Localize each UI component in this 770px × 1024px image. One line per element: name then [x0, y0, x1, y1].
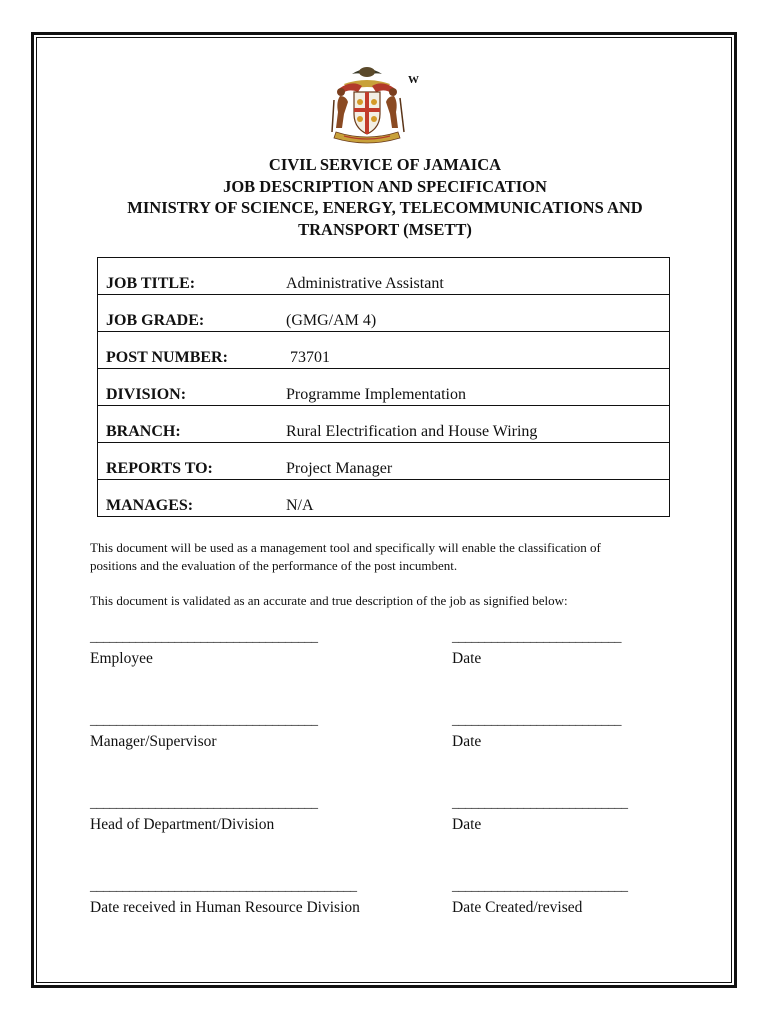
intro-paragraph	[90, 539, 690, 575]
header-line-3: MINISTRY OF SCIENCE, ENERGY, TELECOMMUNICATIONS AND	[127, 198, 643, 217]
job-info-row	[98, 258, 669, 295]
manager-signature-line[interactable]: ___________________________________	[90, 713, 318, 728]
manager-label: Manager/Supervisor	[90, 733, 217, 750]
date-created-line[interactable]: ___________________________	[452, 879, 628, 894]
hr-received-label: Date received in Human Resource Division	[90, 899, 360, 916]
hr-received-date-line[interactable]: _________________________________________	[90, 879, 357, 894]
jamaica-coat-of-arms-icon	[322, 62, 412, 148]
manages-label: MANAGES:	[106, 497, 194, 514]
job-info-row	[98, 443, 669, 480]
validation-statement: This document is validated as an accurate and true description of the job as signified below:	[90, 593, 568, 608]
job-grade-value: (GMG/AM 4)	[286, 312, 377, 329]
job-title-label: JOB TITLE:	[106, 275, 196, 292]
header-line-2: JOB DESCRIPTION AND SPECIFICATION	[223, 176, 547, 196]
job-info-row	[98, 369, 669, 406]
branch-value: Rural Electrification and House Wiring	[286, 423, 538, 440]
head-of-department-date-line[interactable]: ___________________________	[452, 796, 628, 811]
header-line-4: TRANSPORT (MSETT)	[298, 219, 472, 239]
job-info-row	[98, 295, 669, 332]
document-header	[60, 154, 710, 240]
job-title-value: Administrative Assistant	[286, 275, 444, 292]
intro-line-1: This document will be used as a management tool and specifically will enable the classification of	[90, 540, 601, 555]
reports-to-label: REPORTS TO:	[106, 460, 213, 477]
branch-label: BRANCH:	[106, 423, 181, 440]
reports-to-value: Project Manager	[286, 460, 393, 477]
intro-line-2: positions and the evaluation of the performance of the post incumbent.	[90, 558, 458, 573]
head-of-department-label: Head of Department/Division	[90, 816, 275, 833]
post-number-label: POST NUMBER:	[106, 349, 228, 366]
job-grade-label: JOB GRADE:	[106, 312, 205, 329]
job-info-row	[98, 480, 669, 517]
date-created-label: Date Created/revised	[452, 899, 583, 916]
division-value: Programme Implementation	[286, 386, 466, 403]
employee-date-line[interactable]: __________________________	[452, 630, 621, 645]
post-number-value: 73701	[286, 349, 330, 366]
manager-date-line[interactable]: __________________________	[452, 713, 621, 728]
employee-date-label: Date	[452, 650, 482, 667]
job-info-row	[98, 406, 669, 443]
manages-value: N/A	[286, 497, 314, 514]
job-info-table	[97, 257, 670, 517]
employee-signature-line[interactable]: ___________________________________	[90, 630, 318, 645]
head-of-department-date-label: Date	[452, 816, 482, 833]
header-line-1: CIVIL SERVICE OF JAMAICA	[268, 155, 502, 174]
manager-date-label: Date	[452, 733, 482, 750]
crest-mark-text: W	[408, 74, 419, 86]
employee-label: Employee	[90, 650, 153, 667]
head-of-department-signature-line[interactable]: ___________________________________	[90, 796, 318, 811]
division-label: DIVISION:	[106, 386, 187, 403]
job-info-row	[98, 332, 669, 369]
